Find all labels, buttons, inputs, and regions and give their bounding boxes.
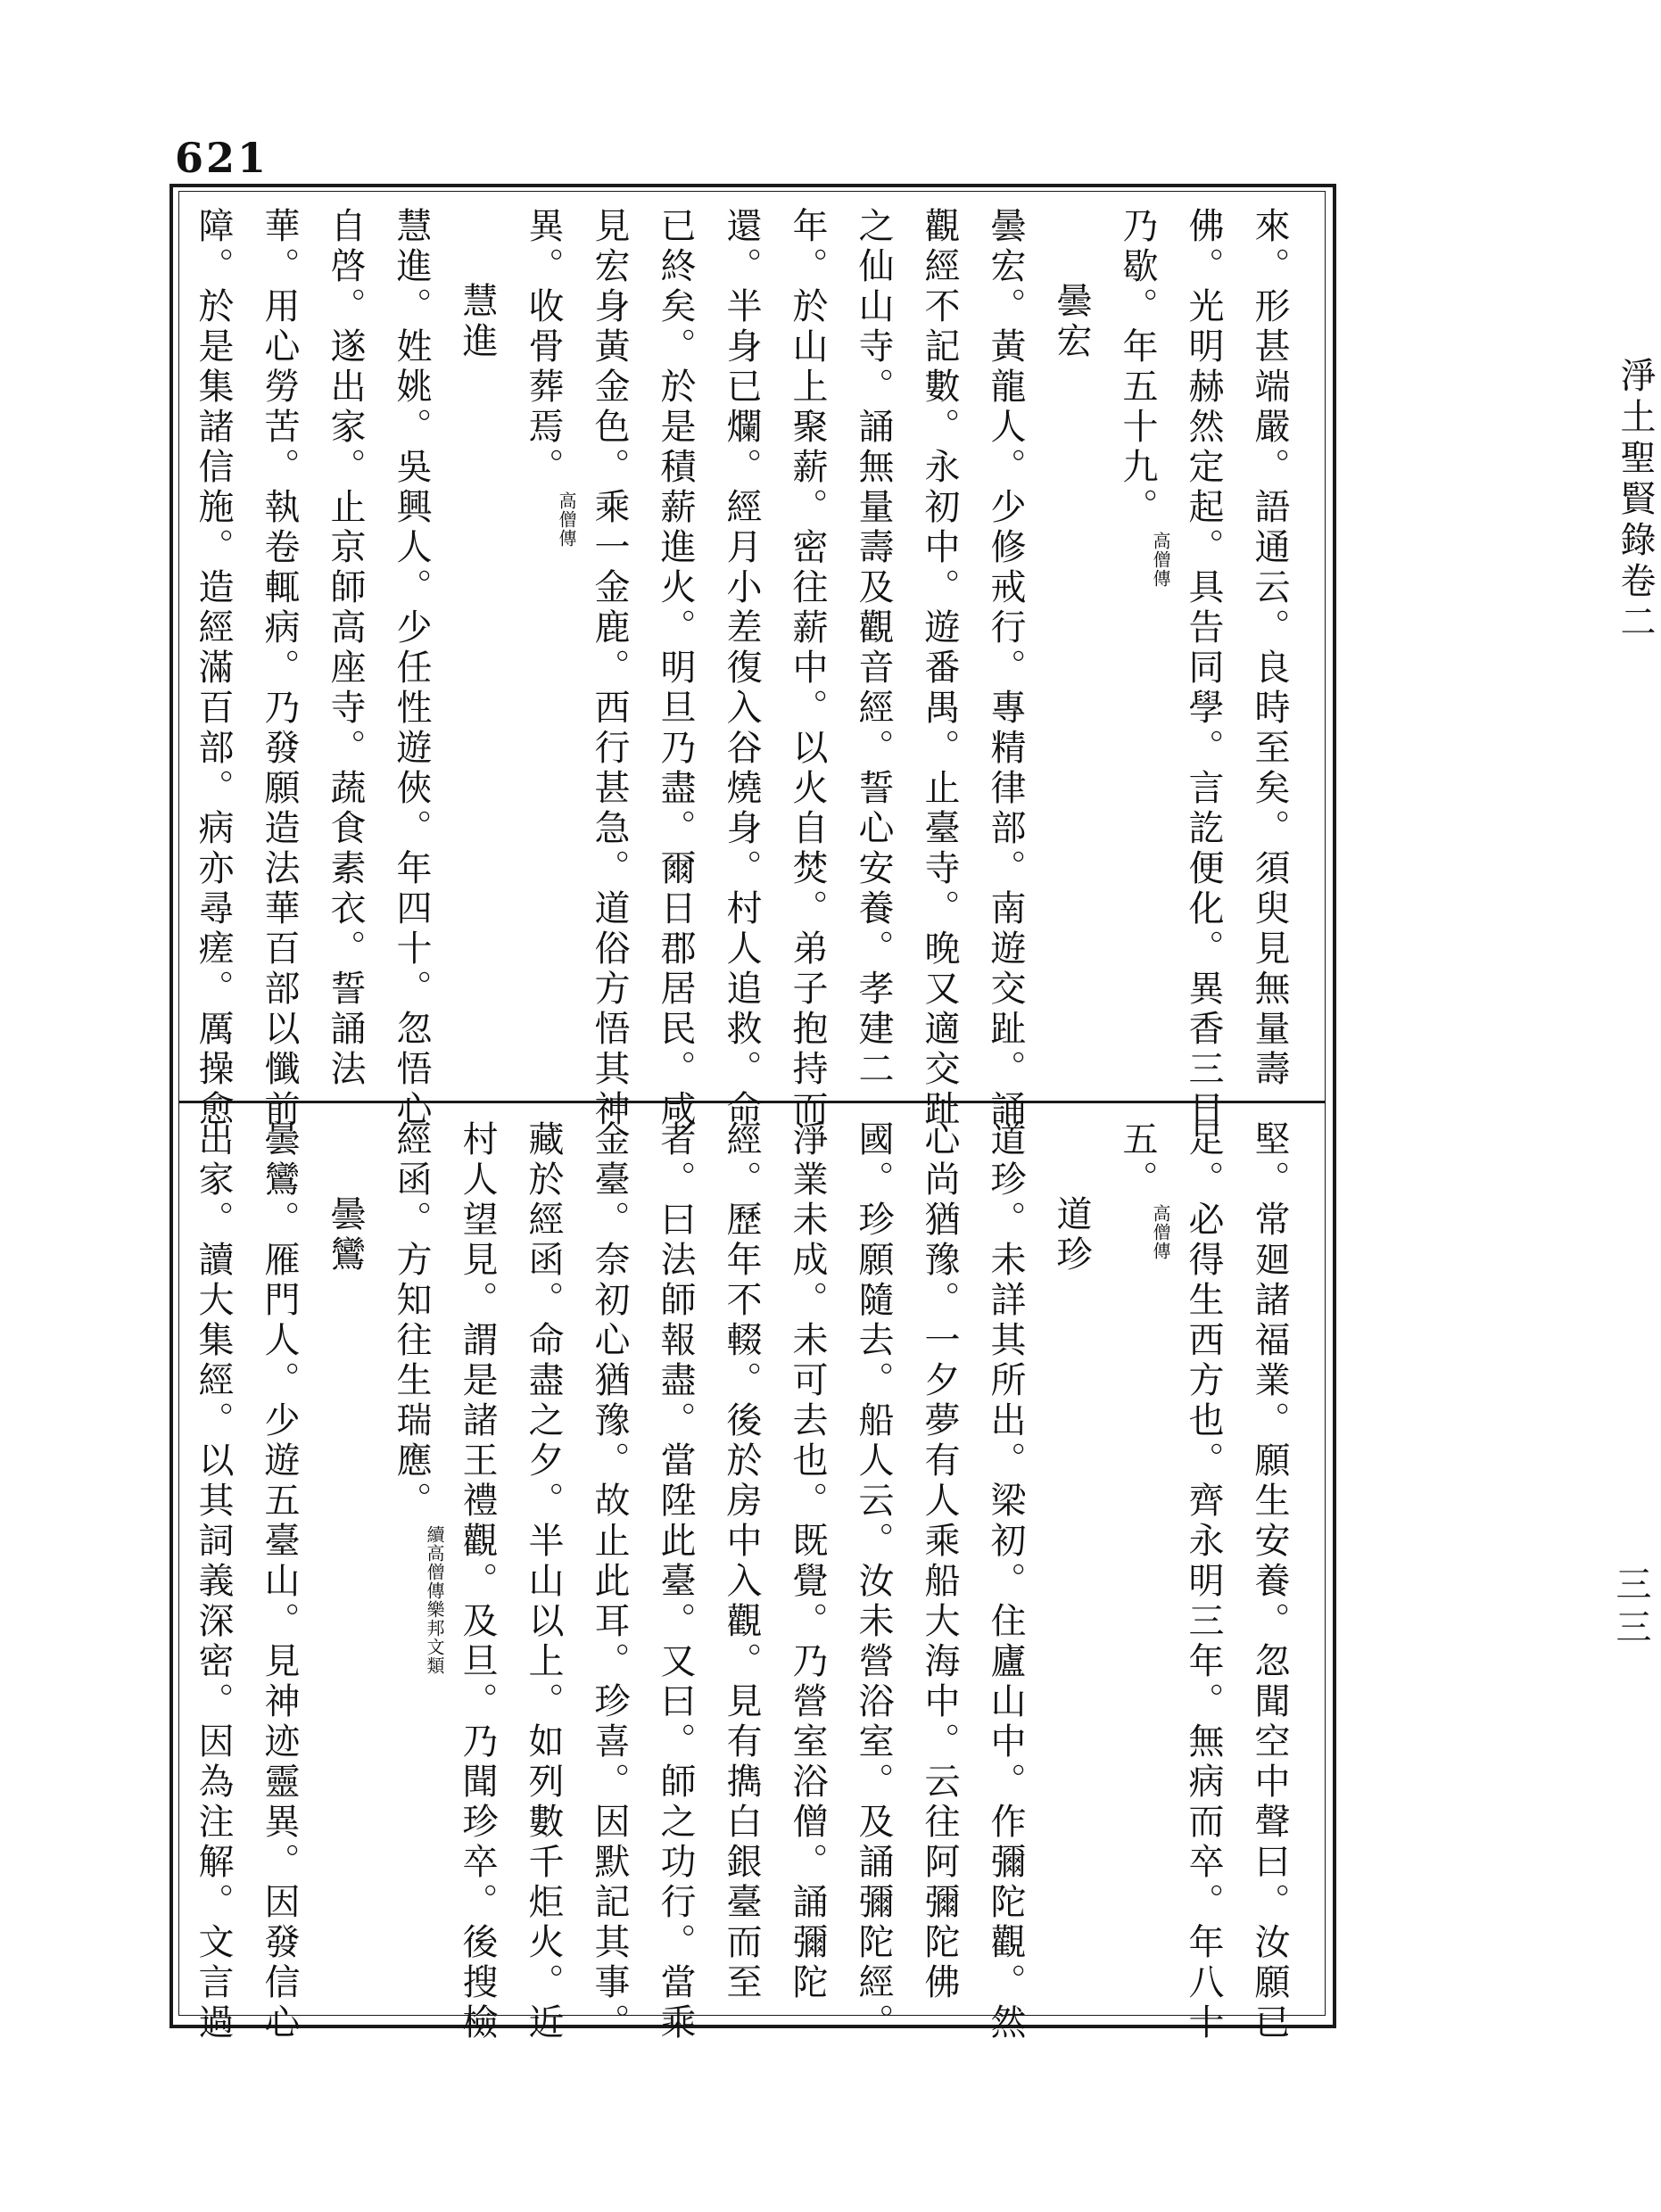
text-column: 曇鸞。雁門人。少遊五臺山。見神迹靈異。因發信心 <box>259 1120 300 2043</box>
text-column: 華。用心勞苦。執卷輒病。乃發願造法華百部以懺前 <box>259 207 300 1130</box>
text-column: 藏於經函。命盡之夕。半山以上。如列數千炬火。近 <box>523 1120 564 2043</box>
text-column <box>510 207 576 1085</box>
text-column: 來。形甚端嚴。語通云。良時至矣。須臾見無量壽 <box>1249 207 1290 1090</box>
text-column: 道珍。未詳其所出。梁初。住廬山中。作彌陀觀。然 <box>985 1120 1026 2043</box>
text-column: 出家。讀大集經。以其詞義深密。因為注解。文言過 <box>193 1120 234 2043</box>
text-column: 見宏身黃金色。乘一金鹿。西行甚急。道俗方悟其神 <box>589 207 630 1130</box>
source-note: 高僧傳 <box>556 491 577 548</box>
text-column <box>1104 1120 1170 1999</box>
column-text: 五。 <box>1117 1120 1158 1201</box>
source-note: 續高僧傳樂邦文類 <box>424 1525 445 1675</box>
folio: 三三 <box>1610 1565 1651 1651</box>
column-text: 異。收骨葬焉。 <box>523 207 564 488</box>
text-column: 金臺。奈初心猶豫。故止此耳。珍喜。因默記其事。 <box>589 1120 630 2043</box>
text-column: 慧進。姓姚。吳興人。少任性遊俠。年四十。忽悟心 <box>391 207 432 1130</box>
text-column: 經。歷年不輟。後於房中入觀。見有擕白銀臺而至 <box>721 1120 762 2003</box>
text-column: 已終矣。於是積薪進火。明旦乃盡。爾日郡居民。咸 <box>655 207 696 1130</box>
text-column: 年。於山上聚薪。密往薪中。以火自焚。弟子抱持而 <box>787 207 828 1130</box>
page-number: 621 <box>175 134 269 182</box>
text-column: 還。半身已爛。經月小差復入谷燒身。村人追救。命 <box>721 207 762 1130</box>
source-note: 高僧傳 <box>1150 532 1171 588</box>
text-column: 淨業未成。未可去也。既覺。乃營室浴僧。誦彌陀 <box>787 1120 828 2003</box>
text-column: 國。珍願隨去。船人云。汝未營浴室。及誦彌陀經。 <box>853 1120 894 2043</box>
text-column: 曇宏。黃龍人。少修戒行。專精律部。南遊交趾。誦 <box>985 207 1026 1130</box>
text-column: 足。必得生西方也。齊永明三年。無病而卒。年八十 <box>1183 1120 1224 2043</box>
text-column: 觀經不記數。永初中。遊番禺。止臺寺。晚又適交趾 <box>919 207 960 1130</box>
source-note: 高僧傳 <box>1150 1204 1171 1260</box>
text-column: 心尚猶豫。一夕夢有人乘船大海中。云往阿彌陀佛 <box>919 1120 960 2003</box>
biography-heading: 曇鸞 <box>325 1195 366 1275</box>
text-column: 佛。光明赫然定起。具告同學。言訖便化。異香三日 <box>1183 207 1224 1130</box>
text-column: 障。於是集諸信施。造經滿百部。病亦尋瘥。厲操愈 <box>193 207 234 1130</box>
text-column: 村人望見。謂是諸王禮觀。及旦。乃聞珍卒。後搜檢 <box>457 1120 498 2043</box>
biography-heading: 慧進 <box>457 282 498 362</box>
biography-heading: 曇宏 <box>1051 282 1092 362</box>
column-text: 經函。方知往生瑞應。 <box>391 1120 432 1522</box>
text-column <box>1104 207 1170 1085</box>
text-column: 者。曰法師報盡。當陞此臺。又曰。師之功行。當乘 <box>655 1120 696 2043</box>
text-column <box>378 1120 444 1999</box>
biography-heading: 道珍 <box>1051 1195 1092 1275</box>
text-column: 堅。常廻諸福業。願生安養。忽聞空中聲曰。汝願已 <box>1249 1120 1290 2043</box>
lower-register <box>193 1120 1302 2043</box>
text-column: 自啓。遂出家。止京師高座寺。蔬食素衣。誓誦法 <box>325 207 366 1090</box>
text-column: 之仙山寺。誦無量壽及觀音經。誓心安養。孝建二 <box>853 207 894 1090</box>
upper-register <box>193 207 1302 1130</box>
column-text: 乃歇。年五十九。 <box>1117 207 1158 528</box>
running-head: 淨土聖賢錄卷二 <box>1615 357 1656 644</box>
